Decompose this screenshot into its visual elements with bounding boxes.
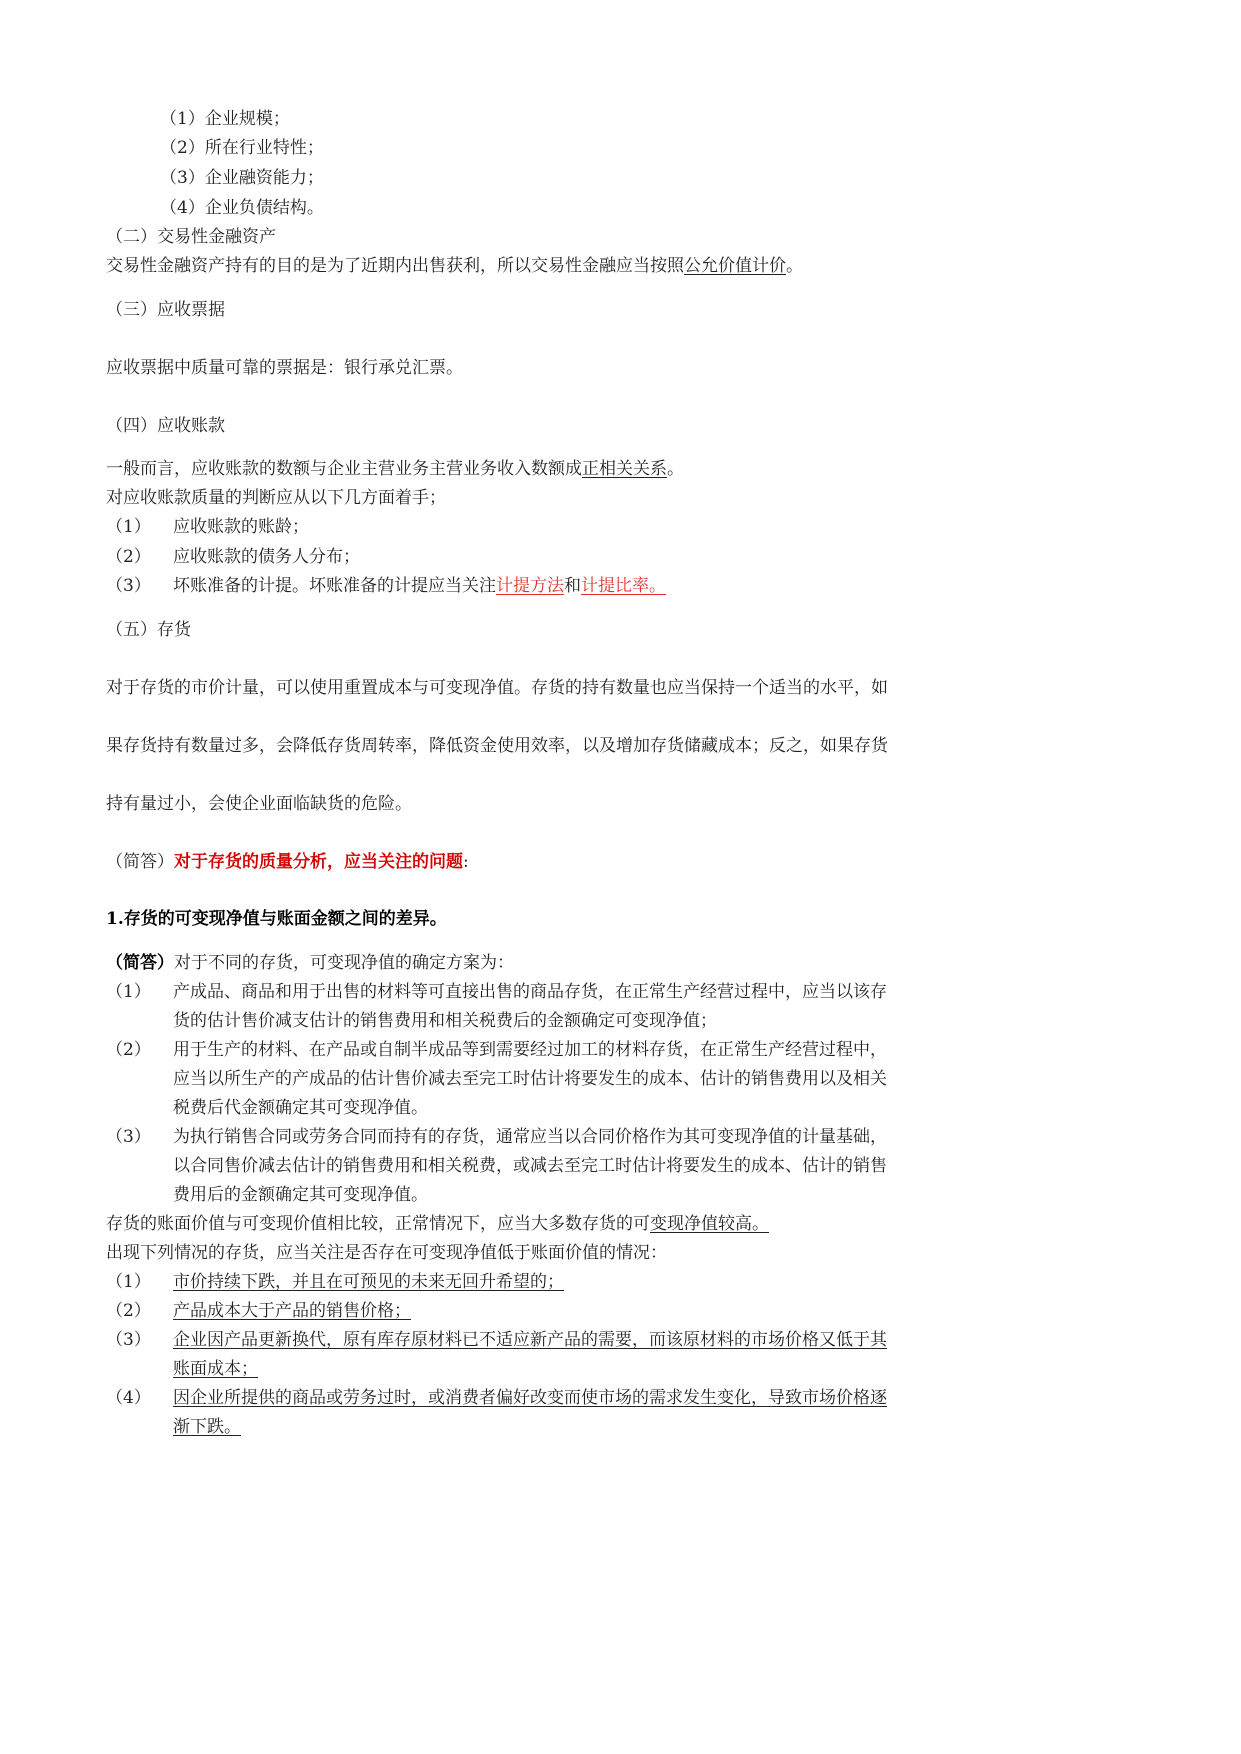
- paragraph-text: 。: [667, 459, 684, 479]
- underlined-term: 变现净值较高。: [650, 1214, 769, 1234]
- item-line: 产品成本大于产品的销售价格；: [173, 1301, 411, 1321]
- paragraph: 出现下列情况的存货，应当关注是否存在可变现净值低于账面价值的情况：: [106, 1243, 667, 1263]
- section-heading: （四）应收账款: [106, 416, 225, 436]
- section-heading: （二）交易性金融资产: [106, 227, 276, 247]
- item-line: 以合同售价减去估计的销售费用和相关税费，或减去至完工时估计将要发生的成本、估计的销售: [173, 1156, 887, 1176]
- item-line: 用于生产的材料、在产品或自制半成品等到需要经过加工的材料存货，在正常生产经营过程中，: [173, 1040, 887, 1060]
- item-text: [173, 578, 666, 595]
- item-number: （2）: [106, 547, 151, 567]
- item-text: 应收账款的账龄；: [173, 517, 309, 537]
- paragraph: 应收票据中质量可靠的票据是：银行承兑汇票。: [106, 358, 463, 378]
- paragraph-text: 交易性金融资产持有的目的是为了近期内出售获利，所以交易性金融应当按照: [106, 256, 684, 276]
- item-text-part: 和: [564, 576, 581, 596]
- question-suffix: :: [463, 852, 469, 872]
- item-line: 费用后的金额确定其可变现净值。: [173, 1185, 428, 1205]
- highlighted-term: 计提比率: [581, 576, 649, 596]
- item-number: （1）: [106, 1272, 151, 1292]
- item-line: 市价持续下跌，并且在可预见的未来无回升希望的；: [173, 1272, 564, 1292]
- question-heading: [106, 854, 469, 871]
- paragraph: 对应收账款质量的判断应从以下几方面着手；: [106, 488, 446, 508]
- underlined-term: 正相关关系: [582, 459, 667, 479]
- item-line: 税费后代金额确定其可变现净值。: [173, 1098, 428, 1118]
- paragraph-text: 存货的账面价值与可变现价值相比较，正常情况下，应当大多数存货的可: [106, 1214, 650, 1234]
- item-number: （1）: [106, 982, 151, 1002]
- item-text-part: 坏账准备的计提。坏账准备的计提应当关注: [173, 576, 496, 596]
- section-heading: （五）存货: [106, 620, 191, 640]
- item-text-end: 。: [649, 576, 666, 596]
- item-line: 企业因产品更新换代，原有库存原材料已不适应新产品的需要，而该原材料的市场价格又低于其: [173, 1330, 887, 1350]
- paragraph-line: 对于存货的市价计量，可以使用重置成本与可变现净值。存货的持有数量也应当保持一个适当的水平，如: [106, 678, 888, 698]
- item-line: 因企业所提供的商品或劳务过时，或消费者偏好改变而使市场的需求发生变化，导致市场价格逐: [173, 1388, 887, 1408]
- item-line: 账面成本；: [173, 1359, 258, 1379]
- item-line: 为执行销售合同或劳务合同而持有的存货，通常应当以合同价格作为其可变现净值的计量基础，: [173, 1127, 887, 1147]
- question-title: 对于存货的质量分析，应当关注的问题: [174, 852, 463, 872]
- item-number: （3）: [106, 1127, 151, 1147]
- item-number: （1）: [106, 517, 151, 537]
- point-heading: 1.存货的可变现净值与账面金额之间的差异。: [106, 909, 447, 929]
- underlined-term: 公允价值计价: [684, 256, 786, 276]
- item-line: 产成品、商品和用于出售的材料等可直接出售的商品存货，在正常生产经营过程中，应当以该存: [173, 982, 887, 1002]
- question-prefix: （简答）: [106, 953, 174, 973]
- paragraph-text: 。: [786, 256, 803, 276]
- item-line: 货的估计售价减支估计的销售费用和相关税费后的金额确定可变现净值；: [173, 1011, 717, 1031]
- paragraph: [106, 1216, 769, 1233]
- list-item: （3）企业融资能力；: [160, 168, 324, 188]
- item-number: （2）: [106, 1040, 151, 1060]
- list-item: （4）企业负债结构。: [160, 198, 324, 218]
- item-text: 应收账款的债务人分布；: [173, 547, 360, 567]
- highlighted-term: 计提方法: [496, 576, 564, 596]
- section-heading: （三）应收票据: [106, 300, 225, 320]
- list-item: （2）所在行业特性；: [160, 138, 324, 158]
- paragraph: [106, 258, 803, 275]
- item-number: （4）: [106, 1388, 151, 1408]
- item-number: （3）: [106, 576, 151, 596]
- list-item: （1）企业规模；: [160, 109, 290, 129]
- item-number: （3）: [106, 1330, 151, 1350]
- paragraph-line: 持有量过小，会使企业面临缺货的危险。: [106, 794, 412, 814]
- paragraph-text: 一般而言，应收账款的数额与企业主营业务主营业务收入数额成: [106, 459, 582, 479]
- item-line: 应当以所生产的产成品的估计售价减去至完工时估计将要发生的成本、估计的销售费用以及相关: [173, 1069, 887, 1089]
- question-prefix: （简答）: [106, 852, 174, 872]
- item-number: （2）: [106, 1301, 151, 1321]
- question-heading: [106, 955, 514, 972]
- item-line: 渐下跌。: [173, 1417, 241, 1437]
- question-text: 对于不同的存货，可变现净值的确定方案为：: [174, 953, 514, 973]
- paragraph: [106, 461, 684, 478]
- paragraph-line: 果存货持有数量过多，会降低存货周转率，降低资金使用效率，以及增加存货储藏成本；反之，如果存货: [106, 736, 888, 756]
